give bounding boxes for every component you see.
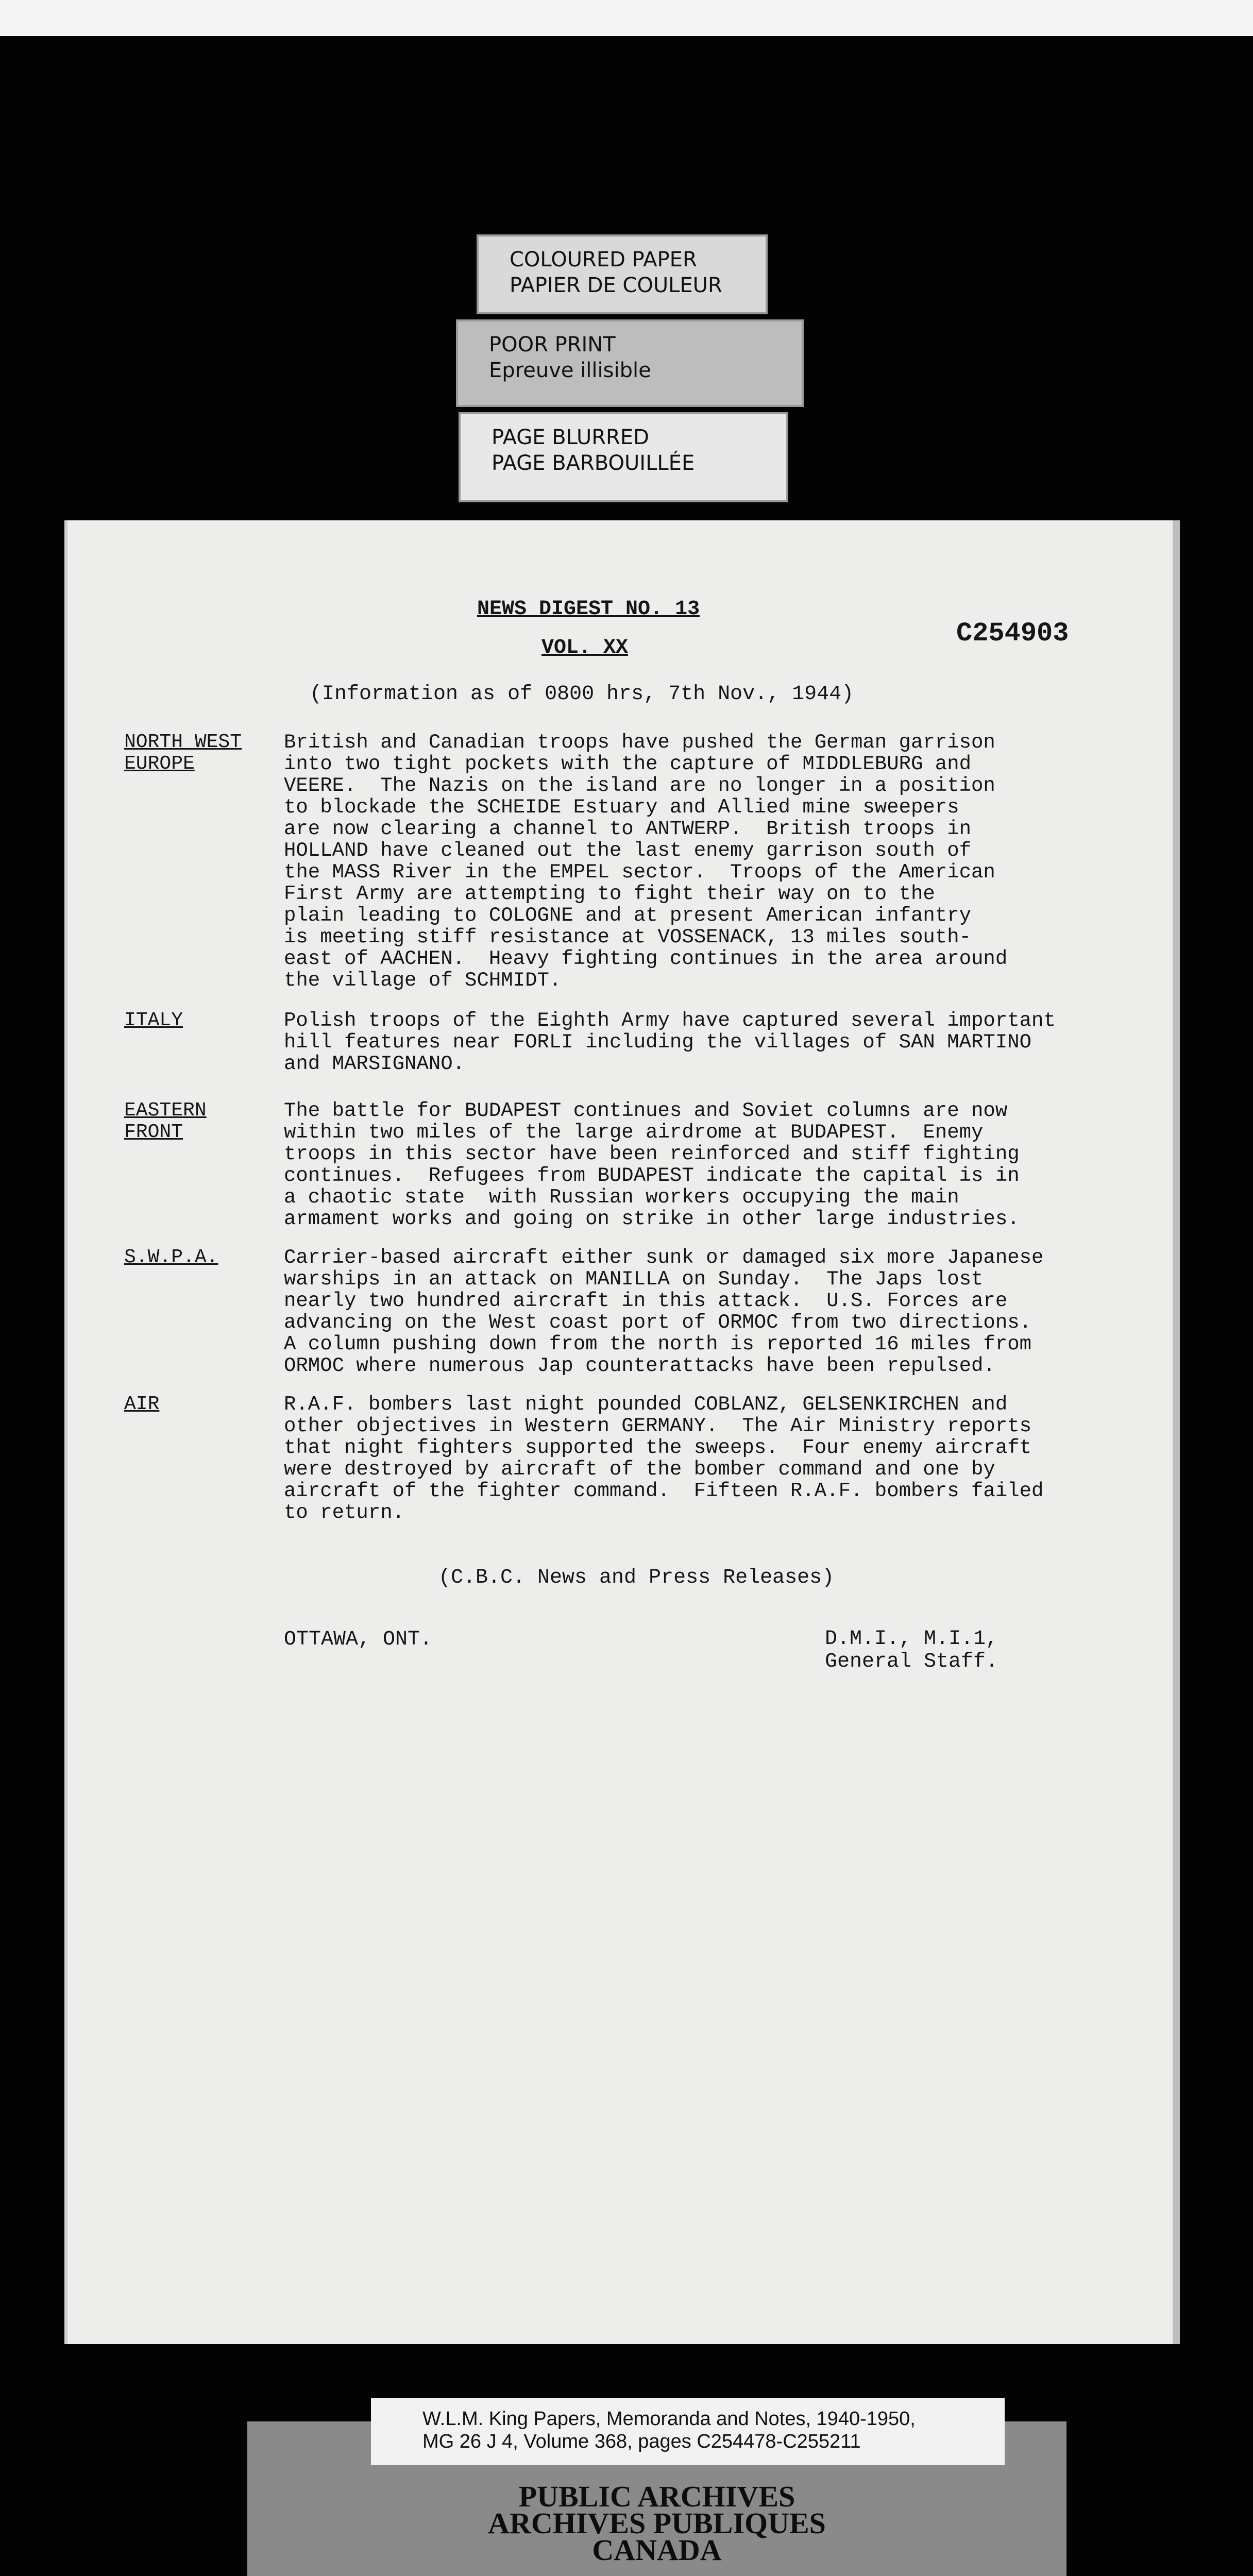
slip-text-fr: PAPIER DE COULEUR	[510, 274, 722, 297]
slip-text-en: POOR PRINT	[489, 333, 616, 357]
place-line: OTTAWA, ONT.	[284, 1628, 433, 1651]
information-date: (Information as of 0800 hrs, 7th Nov., 1944)	[310, 683, 854, 706]
citation-line: MG 26 J 4, Volume 368, pages C254478-C255211	[422, 2431, 861, 2452]
signature-block: D.M.I., M.I.1, General Staff.	[825, 1628, 998, 1673]
section-text-air: R.A.F. bombers last night pounded COBLANZ, GELSENKIRCHEN and other objectives in Western GERMANY. The Air Ministry reports that night fighters supported the sweeps. Four enemy aircraft were destroyed by aircraft of the bomber command and one by aircraft of the fighter command. Fifteen R.A.F. bombers failed to return.	[284, 1393, 1044, 1524]
document-title: NEWS DIGEST NO. 13	[477, 598, 700, 621]
document-page	[64, 520, 1180, 2344]
archive-name-en: PUBLIC ARCHIVES	[518, 2480, 795, 2513]
section-label-eastern-front: EASTERN FRONT	[124, 1099, 207, 1143]
section-label-north-west-europe: NORTH WEST EUROPE	[124, 731, 242, 775]
citation-line: W.L.M. King Papers, Memoranda and Notes, 1940-1950,	[422, 2408, 916, 2430]
archive-country: CANADA	[592, 2533, 722, 2567]
slip-text-en: PAGE BLURRED	[492, 426, 649, 449]
section-text-north-west-europe: British and Canadian troops have pushed the German garrison into two tight pockets with the capture of MIDDLEBURG and VEERE. The Nazis on the island are no longer in a position to blockade the SCHEIDE Estuary and Allied mine sweepers are now clearing a channel to ANTWERP. British troops in HOLLAND have cleaned out the last enemy garrison south of the MASS River in the EMPEL sector. Troops of the American First Army are attempting to fight their way on to the plain leading to COLOGNE and at present American infantry is meeting stiff resistance at VOSSENACK, 13 miles south- east of AACHEN. Heavy fighting continues in the area around the village of SCHMIDT.	[284, 731, 1008, 992]
archive-name-fr: ARCHIVES PUBLIQUES	[488, 2506, 826, 2540]
document-volume: VOL. XX	[541, 636, 629, 659]
archive-citation	[371, 2398, 1005, 2465]
page-blurred-slip	[459, 412, 788, 502]
section-text-italy: Polish troops of the Eighth Army have captured several important hill features near FORLI including the villages of SAN MARTINO and MARSIGNANO.	[284, 1009, 1056, 1075]
slip-text-en: COLOURED PAPER	[510, 248, 697, 272]
poor-print-slip	[456, 319, 804, 407]
source-note: (C.B.C. News and Press Releases)	[438, 1566, 835, 1589]
scan-frame-top	[0, 0, 1253, 36]
section-label-italy: ITALY	[124, 1009, 183, 1031]
slip-text-fr: PAGE BARBOUILLÉE	[492, 451, 695, 475]
document-number: C254903	[956, 618, 1069, 649]
section-text-swpa: Carrier-based aircraft either sunk or damaged six more Japanese warships in an attack on MANILLA on Sunday. The Japs lost nearly two hundred aircraft in this attack. U.S. Forces are advancing on the West coast port of ORMOC from two directions. A column pushing down from the north is reported 16 miles from ORMOC where numerous Jap counterattacks have been repulsed.	[284, 1246, 1044, 1377]
section-label-air: AIR	[124, 1393, 160, 1415]
archive-stamp	[247, 2480, 1066, 2567]
slip-text-fr: Epreuve illisible	[489, 359, 651, 382]
section-label-swpa: S.W.P.A.	[124, 1246, 218, 1268]
section-text-eastern-front: The battle for BUDAPEST continues and Soviet columns are now within two miles of the large airdrome at BUDAPEST. Enemy troops in this sector have been reinforced and stiff fighting continues. Refugees from BUDAPEST indicate the capital is in a chaotic state with Russian workers occupying the main armament works and going on strike in other large industries.	[284, 1099, 1020, 1230]
coloured-paper-slip	[477, 234, 768, 314]
